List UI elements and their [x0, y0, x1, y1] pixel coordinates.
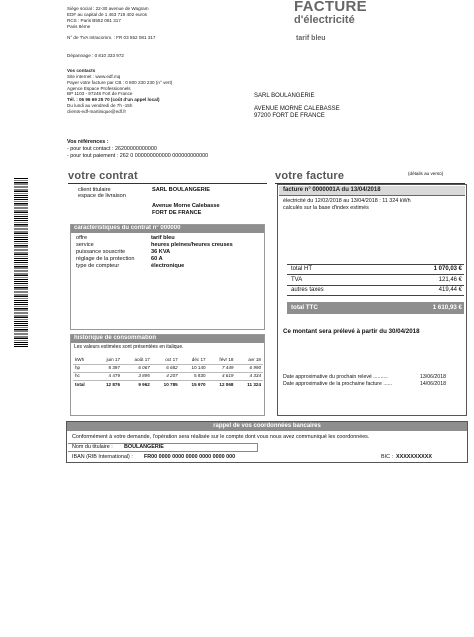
tva-label: TVA	[291, 277, 303, 283]
depannage-phone: Dépannage : 0 810 333 972	[67, 53, 124, 58]
contact-line: Payer votre facture par CB : 0 800 230 230 (n° vert)	[67, 80, 173, 85]
table-cell: hc	[73, 372, 94, 380]
table-cell: 3 895	[122, 372, 152, 380]
prelevement-text: Ce montant sera prélevé à partir du 30/04/2018	[283, 328, 420, 335]
contact-line: clients-edf-martinique@edf.fr	[67, 109, 127, 114]
contract-address-1: Avenue Morne Calebasse	[152, 203, 220, 209]
prochaine-facture-date: 14/06/2018	[420, 381, 446, 387]
column-header: oct 17	[152, 356, 180, 364]
contact-line: Site internet : www.edf.mq	[67, 74, 121, 79]
contract-row	[76, 256, 261, 263]
iban-label: IBAN (RIB International) :	[72, 454, 133, 460]
title-tarif: tarif bleu	[296, 35, 326, 42]
table-header-row	[73, 356, 263, 364]
table-cell: 12 068	[219, 381, 234, 387]
divider	[287, 285, 464, 286]
table-cell: hp	[73, 364, 94, 372]
column-header: déc 17	[180, 356, 208, 364]
company-line: RCS : Paris B552 081 317	[67, 18, 121, 23]
company-line: EDF au capital de 1 463 719 402 euros	[67, 12, 147, 17]
refs-title: Vos références :	[67, 139, 109, 145]
facture-number: facture n° 0000001A du 13/04/2018	[279, 186, 465, 196]
contrat-section-title: votre contrat	[68, 170, 138, 182]
client-name: SARL BOULANGERIE	[152, 187, 211, 193]
releve-date: 13/06/2018	[420, 374, 446, 380]
table-cell: 9 962	[138, 381, 150, 387]
bank-header: rappel de vos coordonnées bancaires	[67, 422, 467, 431]
calc-basis: calculés sur la base d'index estimés	[283, 205, 369, 211]
contract-row	[76, 263, 261, 270]
recipient-city: 97200 FORT DE FRANCE	[254, 113, 325, 119]
tva-value: 121,46 €	[438, 277, 462, 283]
holder-label: Nom du titulaire :	[72, 444, 113, 450]
title-facture: FACTURE	[294, 0, 367, 15]
contact-line: Agence Espace Professionnels	[67, 86, 131, 91]
row-value: tarif bleu	[151, 235, 175, 241]
carac-header: caractéristiques du contrat n° 000000	[70, 224, 265, 233]
ref-line: - pour tout contact : 26200000000000	[67, 146, 157, 152]
row-label: type de compteur	[76, 263, 120, 269]
row-value: électronique	[151, 263, 185, 269]
iban-value: FR00 0000 0000 0000 0000 0000 000	[144, 454, 236, 460]
table-row	[73, 372, 263, 380]
table-cell: 15 970	[191, 381, 206, 387]
references	[67, 139, 247, 160]
table-cell: 8 397	[94, 364, 122, 372]
recipient-name: SARL BOULANGERIE	[254, 93, 315, 99]
table-cell: 7 449	[208, 364, 236, 372]
company-info	[67, 6, 217, 115]
elec-period: électricité du 12/02/2018 au 13/04/2018 : 11 324 kWh	[283, 198, 411, 204]
contact-line: Du lundi au vendredi de 7h -15h	[67, 103, 133, 108]
contact-line: BP 1103 - 97248 Fort de France	[67, 91, 133, 96]
ttc-label: total TTC	[291, 304, 318, 311]
row-value: heures pleines/heures creuses	[151, 242, 233, 248]
table-cell: 4 619	[208, 372, 236, 380]
recipient-address	[254, 93, 340, 121]
column-header: kWh	[73, 356, 94, 364]
bic-value: XXXXXXXXXX	[396, 454, 432, 460]
divider	[68, 183, 267, 184]
total-ht-value: 1 070,03 €	[433, 266, 462, 272]
contract-rows	[76, 235, 261, 270]
table-cell: 4 207	[152, 372, 180, 380]
tva-number: N° de TVA Intracomm. : FR 03 552 081 317	[67, 35, 156, 40]
row-label: service	[76, 242, 94, 248]
ttc-value: 1 610,93 €	[432, 304, 462, 311]
table-cell: 6 682	[152, 364, 180, 372]
historique-note: Les valeurs estimées sont présentées en italique.	[74, 344, 184, 350]
invoice-title	[294, 0, 367, 43]
table-cell: 5 830	[180, 372, 208, 380]
divider	[287, 264, 464, 265]
contract-row	[76, 242, 261, 249]
table-row	[73, 364, 263, 372]
table-cell: 11 324	[247, 381, 261, 387]
releve-label: Date approximative du prochain relevé ..........	[283, 374, 388, 380]
contract-row	[76, 249, 261, 256]
contract-row	[76, 235, 261, 242]
divider	[287, 274, 464, 275]
barcode	[14, 178, 28, 348]
column-header: juin 17	[94, 356, 122, 364]
historique-header: historique de consommation	[70, 334, 265, 343]
row-label: offre	[76, 235, 88, 241]
contact-line: Tél. : 06 96 69 25 70 (coût d'un appel local)	[67, 97, 160, 102]
title-electricite: d'électricité	[294, 14, 355, 26]
facture-section-title: votre facture	[275, 170, 345, 182]
recipient-street: AVENUE MORNE CALEBASSE	[254, 105, 340, 112]
company-line: Paris 8ème	[67, 24, 91, 29]
row-label: puissance souscrite	[76, 249, 126, 255]
company-line: Siège social : 22-30 avenue de Wagram	[67, 6, 149, 11]
table-total-row	[73, 380, 263, 388]
autres-taxes-label: autres taxes	[291, 287, 324, 293]
divider	[287, 295, 464, 296]
prochaine-facture-label: Date approximative de la prochaine facture ......	[283, 381, 392, 387]
total-ht-label: total HT	[291, 266, 313, 272]
row-label: réglage de la protection	[76, 256, 135, 262]
table-cell: 12 876	[105, 381, 121, 387]
espace-label: espace de livraison	[78, 193, 126, 199]
column-header: avr 18	[235, 356, 263, 364]
ref-line: - pour tout paiement : 262 0 000000000000 000000000000	[67, 153, 209, 159]
table-cell: 4 479	[94, 372, 122, 380]
table-cell: 6 067	[122, 364, 152, 372]
contacts-title: Vos contacts	[67, 68, 96, 73]
row-value: 60 A	[151, 256, 163, 262]
table-cell: 10 785	[163, 381, 178, 387]
contract-address-2: FORT DE FRANCE	[152, 210, 202, 216]
table-cell: 10 140	[180, 364, 208, 372]
holder-name: BOULANGERIE	[124, 444, 164, 450]
client-label: client titulaire	[78, 187, 111, 193]
bic-label: BIC :	[381, 454, 393, 460]
column-header: févr 18	[208, 356, 236, 364]
table-cell: 6 990	[235, 364, 263, 372]
column-header: août 17	[122, 356, 152, 364]
table-cell: total	[75, 381, 85, 387]
detail-note: (détails au verso)	[408, 171, 444, 176]
row-value: 36 KVA	[151, 249, 171, 255]
autres-taxes-value: 419,44 €	[438, 287, 462, 293]
consumption-table	[73, 356, 263, 388]
bank-text: Conformément à votre demande, l'opération sera réalisée sur le compte dont vous nous avez communiqué les coordonnées.	[72, 434, 370, 440]
table-cell: 4 334	[235, 372, 263, 380]
